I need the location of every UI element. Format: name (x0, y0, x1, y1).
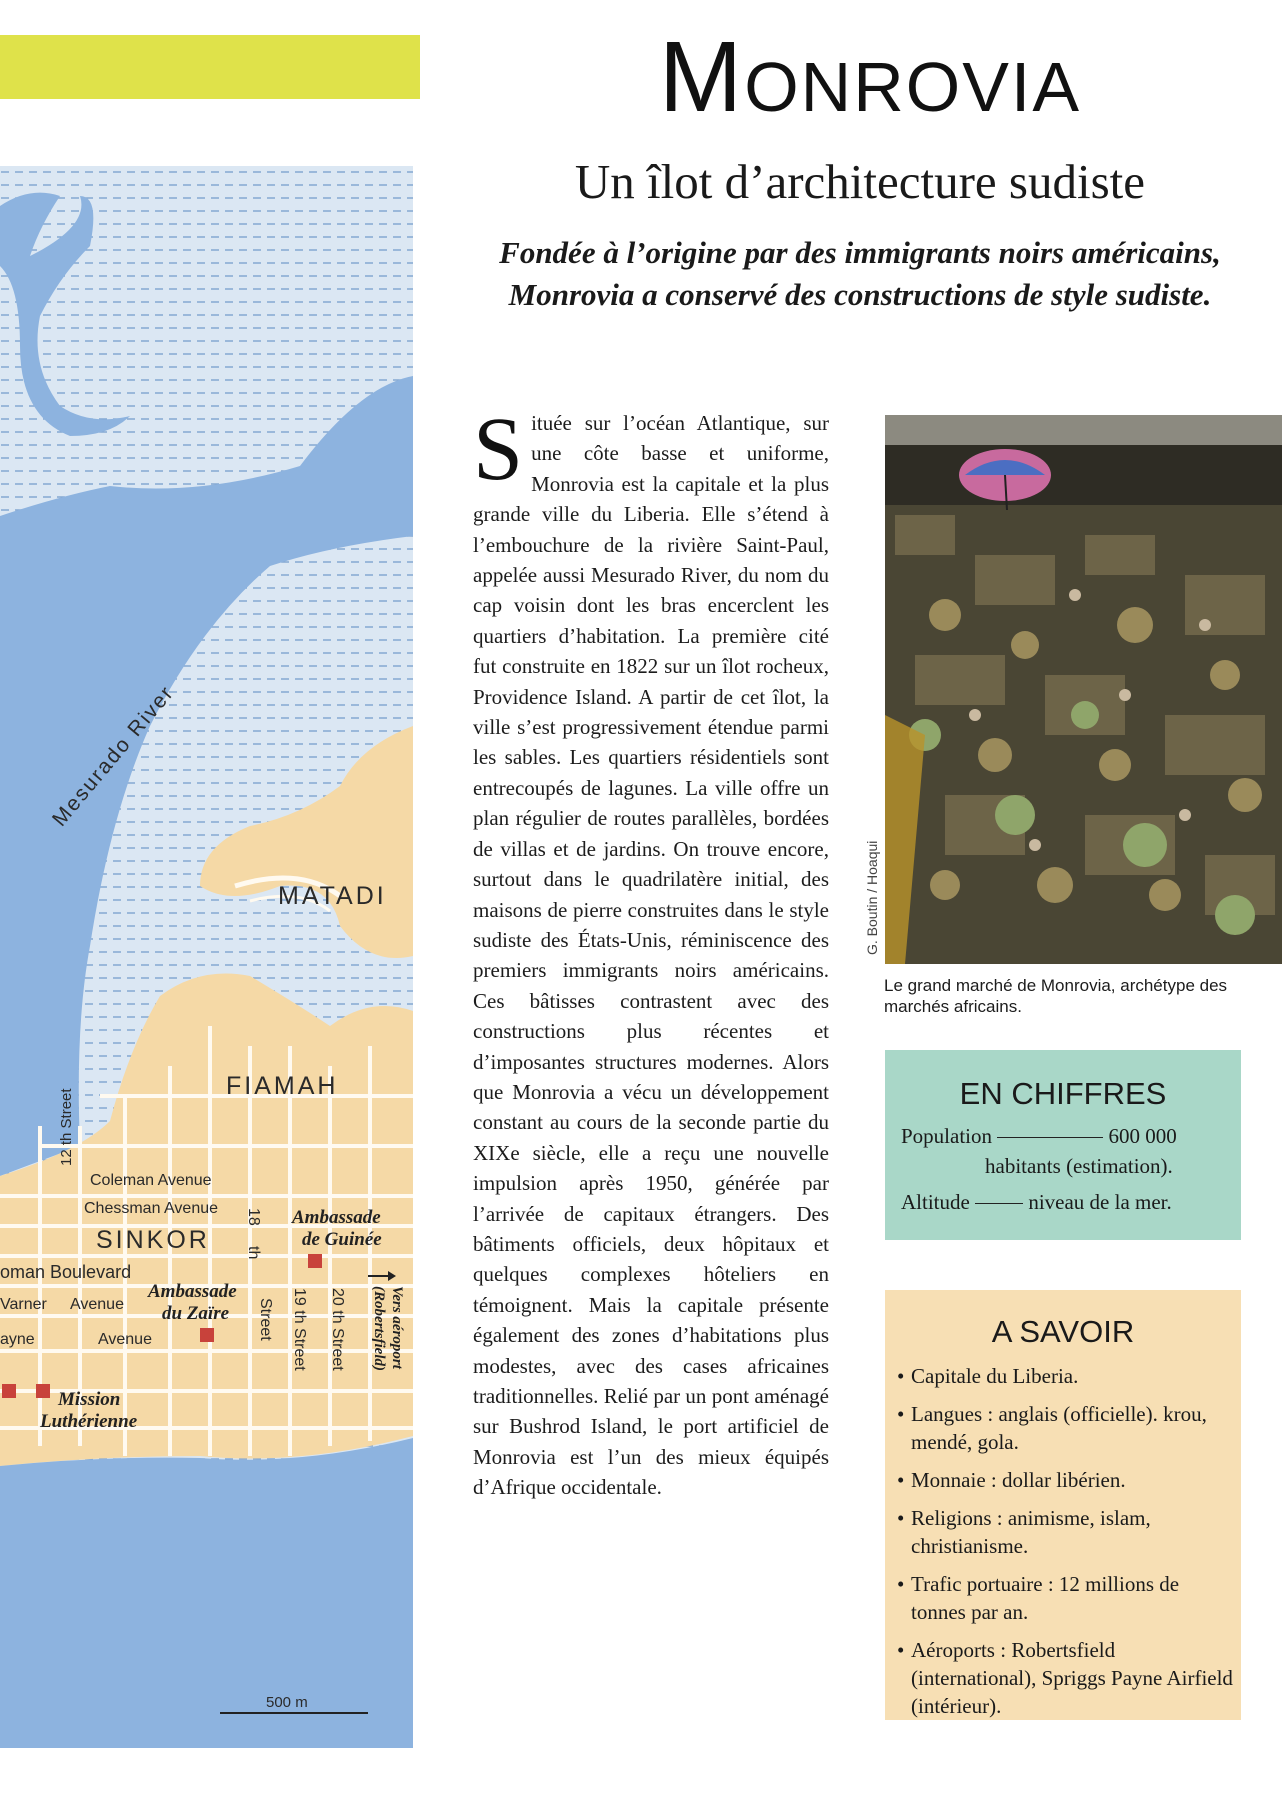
page-subtitle: Un îlot d’architecture sudiste (574, 154, 1146, 209)
scale-bar (220, 1712, 368, 1714)
poi-zaire-marker (200, 1328, 214, 1342)
poi-zaire-label-2: du Zaïre (162, 1303, 230, 1324)
map-graphic (0, 166, 413, 1748)
facts-list (897, 1362, 1233, 1730)
fact-item: • Monnaie : dollar libérien. (897, 1466, 1233, 1494)
facts-box (885, 1290, 1241, 1720)
poi-guinee-marker (308, 1254, 322, 1268)
street-tubman: oman Boulevard (0, 1262, 132, 1282)
poi-guinee-label-1: Ambassade (292, 1207, 381, 1228)
river-label: Mesurado River (48, 680, 179, 831)
altitude-value: niveau de la mer. (1028, 1190, 1172, 1214)
population-note: habitants (estimation). (985, 1154, 1173, 1178)
population-row (901, 1122, 1177, 1150)
airport-label-1: Vers aéroport (389, 1286, 405, 1369)
street-18th-street: Street (257, 1298, 274, 1341)
district-fiamah: FIAMAH (226, 1072, 339, 1100)
article-body (473, 400, 829, 1503)
population-value: 600 000 (1108, 1124, 1177, 1148)
scale-label: 500 m (266, 1694, 308, 1711)
poi-mission-marker-2 (36, 1384, 50, 1398)
figures-box (885, 1050, 1241, 1240)
lede-paragraph: Fondée à l’origine par des immigrants noirs américains, Monrovia a conservé des constructions de style sudiste. (499, 235, 1221, 312)
page-title: Monrovia (658, 21, 1082, 133)
article-text: ituée sur l’océan Atlantique, sur une côte basse et uniforme, Monrovia est la capitale et la plus grande ville du Liberia. Elle s’étend à l’embouchure de la rivière Saint-Paul, appelée aussi Mesurado River, du nom du cap voisin dont les bras encerclent les quartiers d’habitation. La première cité fut construite en 1822 sur un îlot rocheux, Providence Island. A partir de cet îlot, la ville s’est progressivement étendue parmi les sables. Les quartiers résidentiels sont entrecoupés de lagunes. La ville offre un plan régulier de routes parallèles, bordées de villas et de jardins. On trouve encore, surtout dans le quadrilatère initial, des maisons de pierre construites dans le style sudiste des États-Unis, réminiscence des premiers immigrants noirs américains. Ces bâtisses contrastent avec des constructions plus récentes et d’imposantes structures modernes. Alors que Monrovia a vécu un développement constant au cours de la seconde partie du XIXe siècle, elle a reçu une nouvelle impulsion après 1950, générée par l’arrivée de capitaux étrangers. Des bâtiments officiels, deux hôpitaux et quelques complexes hôteliers en témoignent. Mais la capitale présente également des zones d’habitations plus modestes, avec des cases africaines traditionnelles. Relié par un pont aménagé sur Bushrod Island, le port artificiel de Monrovia est l’un des mieux équipés d’Afrique occidentale. (473, 411, 829, 1500)
atlantic-ocean (0, 1438, 413, 1748)
street-warner-avenue: Avenue (70, 1296, 124, 1313)
street-warner: Varner (0, 1296, 47, 1313)
street-19th: 19 th Street (291, 1288, 308, 1371)
fact-item: • Capitale du Liberia. (897, 1362, 1233, 1390)
street-chessman: Chessman Avenue (84, 1200, 219, 1217)
fact-item: • Aéroports : Robertsfield (international), Spriggs Payne Airfield (intérieur). (897, 1636, 1233, 1720)
street-coleman: Coleman Avenue (90, 1172, 212, 1189)
poi-mission-label-1: Mission (58, 1389, 121, 1410)
poi-mission-label-2: Luthérienne (40, 1411, 138, 1432)
figures-title: EN CHIFFRES (959, 1076, 1167, 1111)
population-label: Population (901, 1124, 993, 1148)
district-matadi: MATADI (278, 882, 387, 910)
drop-cap: S (473, 400, 524, 499)
fact-item: • Religions : animisme, islam, christianisme. (897, 1504, 1233, 1560)
street-payne: ayne (0, 1331, 35, 1348)
photo-credit: G. Boutin / Hoaqui (864, 840, 880, 955)
street-18th-th: th (245, 1246, 262, 1260)
market-photo (885, 415, 1282, 964)
street-20th: 20 th Street (329, 1288, 346, 1371)
poi-guinee-label-2: de Guinée (302, 1229, 382, 1250)
altitude-row (901, 1188, 1172, 1216)
city-map (0, 166, 413, 1748)
airport-label-2: (Robertsfield) (371, 1286, 387, 1371)
fact-item: • Langues : anglais (officielle). krou, mendé, gola. (897, 1400, 1233, 1456)
street-payne-avenue: Avenue (98, 1331, 152, 1348)
poi-zaire-label-1: Ambassade (148, 1281, 237, 1302)
decorative-yellow-bar (0, 35, 420, 99)
district-sinkor: SINKOR (96, 1226, 210, 1254)
street-18th-num: 18 (245, 1208, 262, 1226)
street-12th: 12 th Street (58, 1088, 75, 1166)
facts-title: A SAVOIR (991, 1314, 1135, 1349)
altitude-label: Altitude (901, 1190, 970, 1214)
photo-caption: Le grand marché de Monrovia, archétype des marchés africains. (884, 976, 1228, 1016)
fact-item: • Trafic portuaire : 12 millions de tonnes par an. (897, 1570, 1233, 1626)
poi-mission-marker-1 (2, 1384, 16, 1398)
market-photo-graphic (885, 415, 1282, 964)
